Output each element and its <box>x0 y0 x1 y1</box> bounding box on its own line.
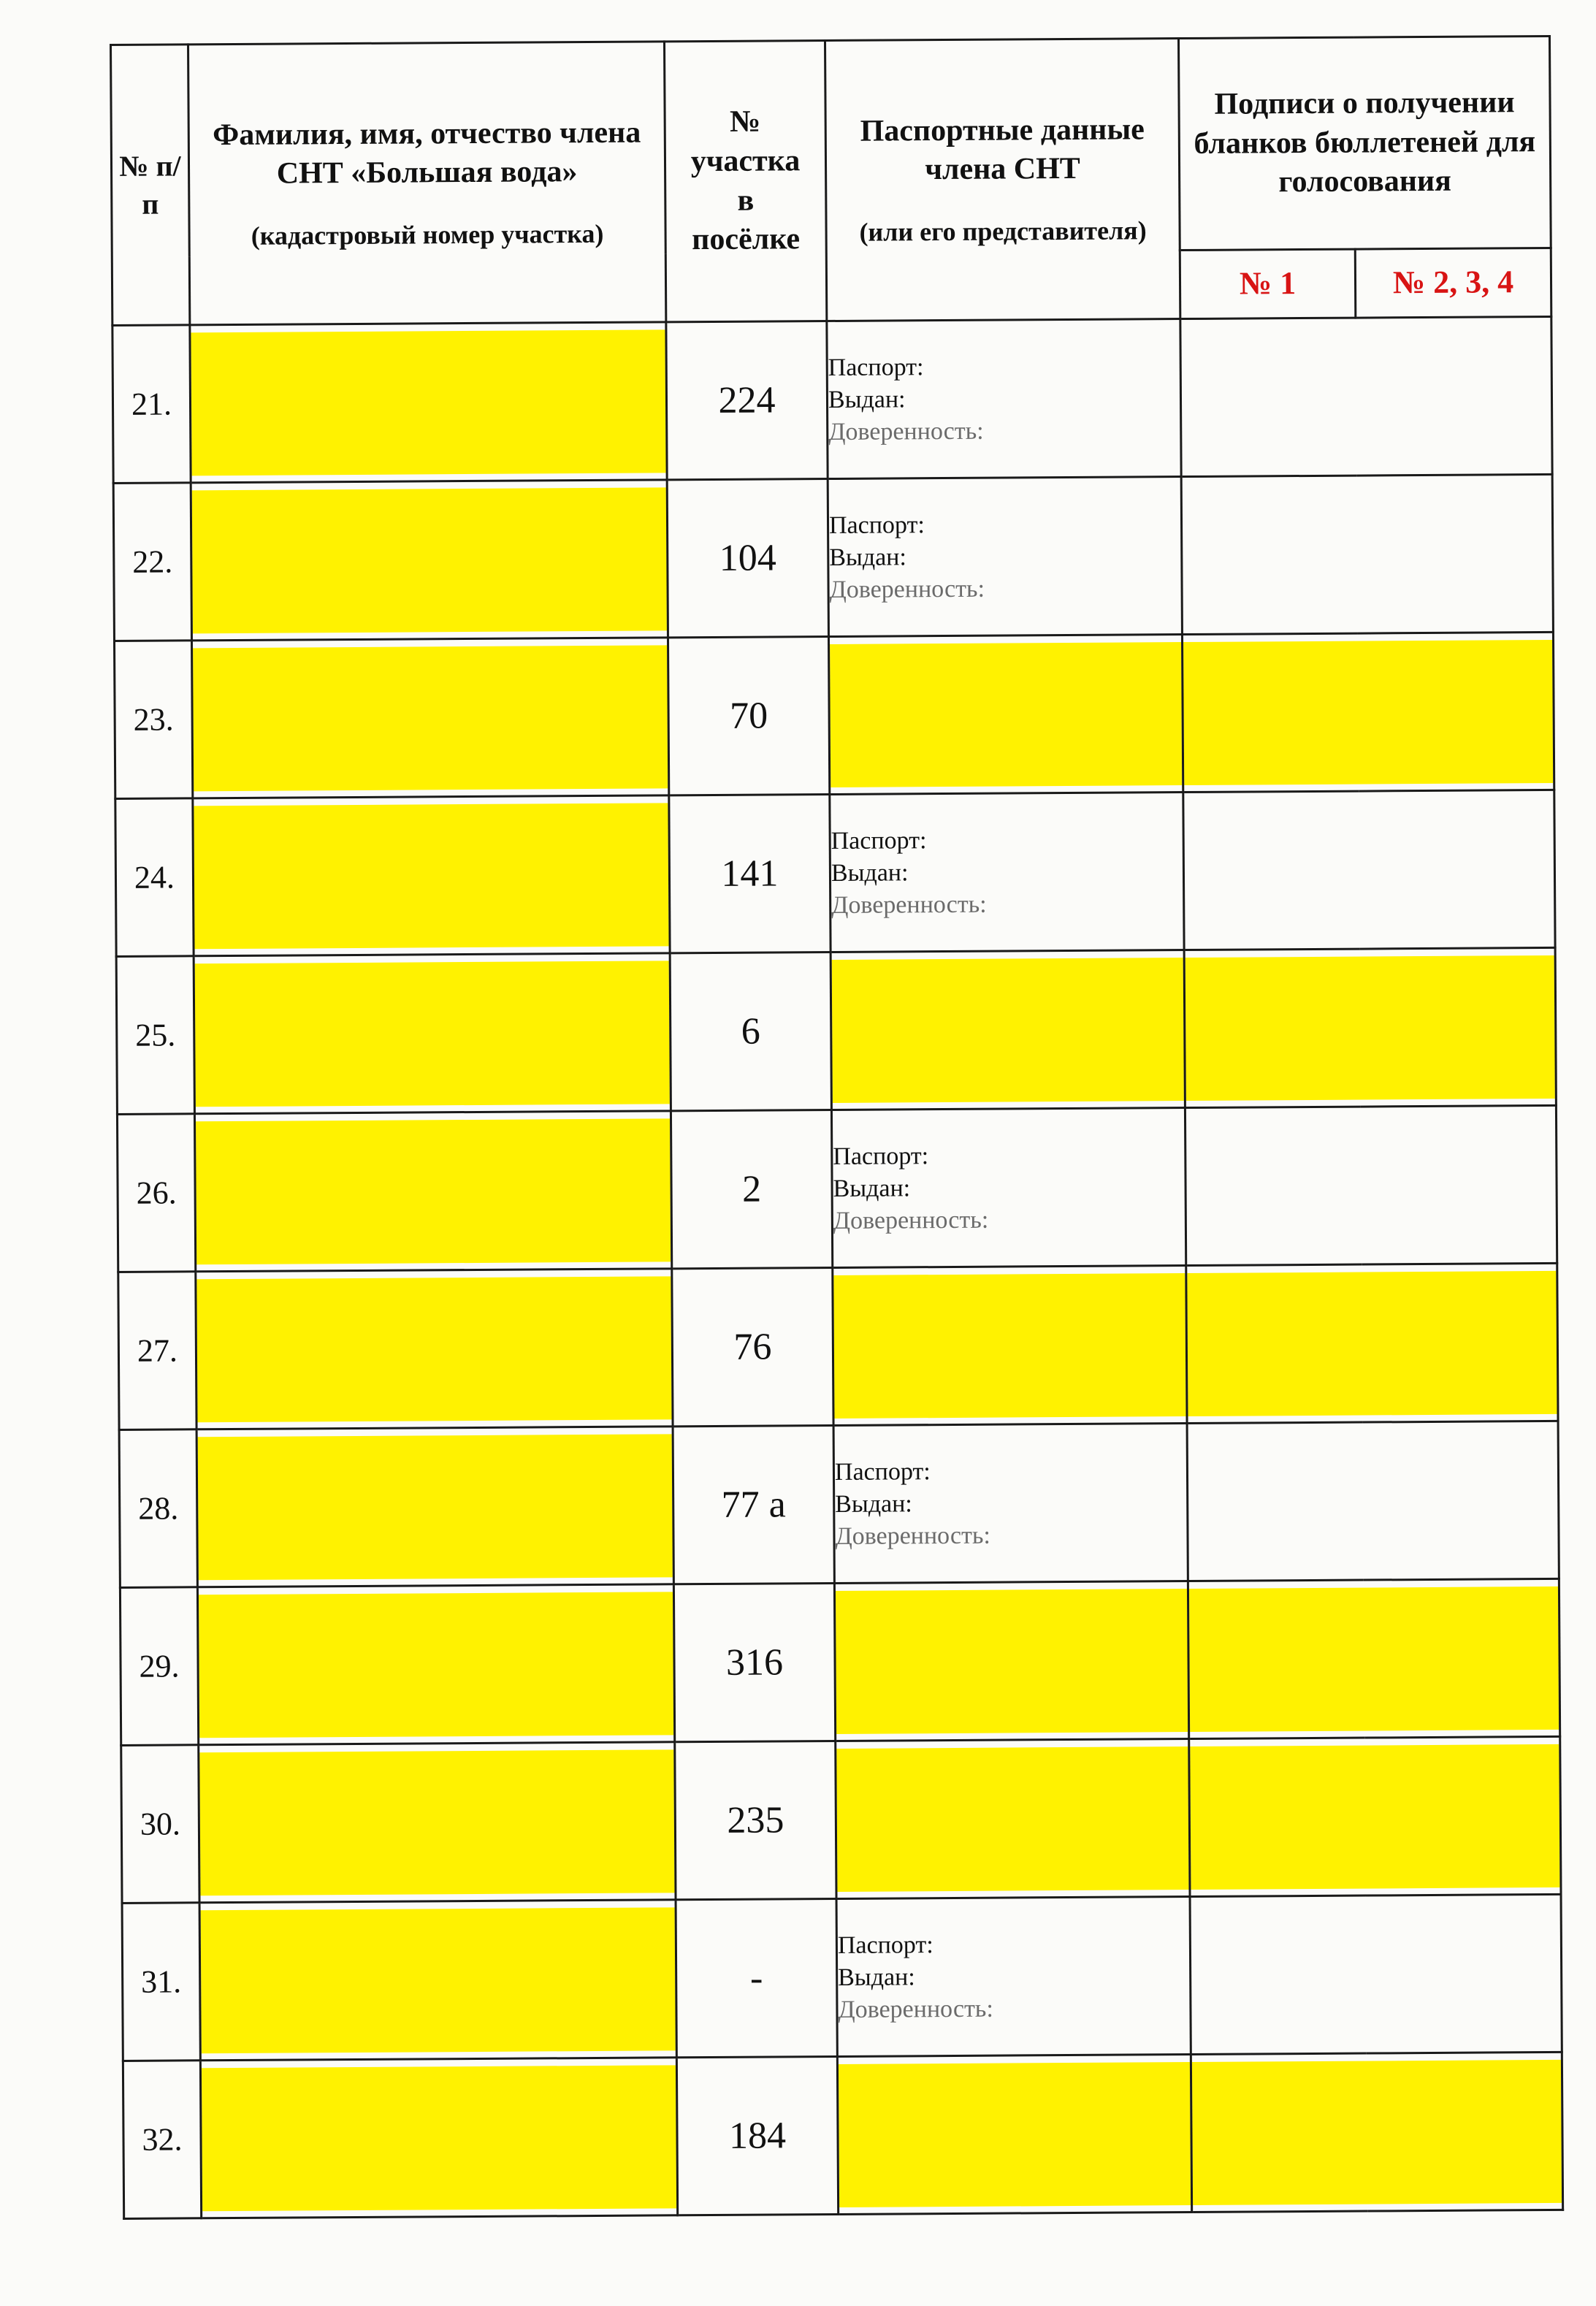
header-member-name <box>188 42 666 325</box>
header-signature-1: № 1 <box>1180 249 1356 318</box>
member-name-cell <box>191 480 668 641</box>
redaction-block <box>1189 1586 1559 1731</box>
proxy-label: Доверенность: <box>829 575 985 603</box>
plot-number: 77 а <box>673 1425 834 1584</box>
row-number: 22. <box>113 483 191 641</box>
issued-label: Выдан: <box>828 385 906 413</box>
redaction-block <box>196 1118 671 1264</box>
issued-label: Выдан: <box>838 1963 915 1991</box>
plot-number: 184 <box>676 2056 838 2215</box>
header-signature-2-3-4: № 2, 3, 4 <box>1355 248 1551 318</box>
plot-number: 141 <box>669 794 831 952</box>
member-name-cell <box>194 1111 671 1272</box>
table-row <box>114 632 1554 798</box>
signature-cell[interactable] <box>1185 1105 1557 1265</box>
table-row <box>112 316 1552 483</box>
redaction-block <box>201 1907 676 2053</box>
signature-cell <box>1191 2052 1562 2212</box>
redaction-block <box>1190 1744 1559 1889</box>
row-number: 24. <box>115 798 194 957</box>
redaction-block <box>192 487 667 633</box>
passport-label: Паспорт: <box>831 826 927 855</box>
member-name-cell <box>200 2058 677 2218</box>
passport-label: Паспорт: <box>828 353 924 381</box>
signature-cell <box>1189 1736 1561 1896</box>
header-member-name-title: Фамилия, имя, отчество члена СНТ «Большая вода» <box>213 115 641 191</box>
header-plot-l1: № <box>729 104 761 139</box>
plot-number: 224 <box>666 321 828 480</box>
header-cadastral-note: (кадастровый номер участка) <box>251 219 604 251</box>
row-number: 25. <box>116 956 194 1115</box>
issued-label: Выдан: <box>831 858 909 887</box>
passport-cell <box>830 793 1184 952</box>
passport-cell <box>834 1581 1188 1741</box>
proxy-label: Доверенность: <box>835 1522 990 1550</box>
passport-cell <box>828 477 1182 637</box>
passport-label: Паспорт: <box>833 1142 929 1170</box>
signature-cell[interactable] <box>1183 790 1555 950</box>
passport-cell <box>828 635 1183 795</box>
row-number: 23. <box>114 641 192 799</box>
header-passport <box>825 39 1180 321</box>
redaction-block <box>198 1434 673 1580</box>
redaction-block <box>830 642 1182 787</box>
header-passport-title: Паспортные данные члена СНТ <box>860 112 1145 187</box>
passport-cell <box>837 2055 1191 2215</box>
signature-cell[interactable] <box>1181 474 1553 634</box>
plot-number: 76 <box>672 1267 833 1426</box>
plot-number: 104 <box>667 479 828 638</box>
voter-register-sheet <box>110 35 1562 2250</box>
plot-number: 2 <box>671 1110 832 1268</box>
redaction-block <box>202 2065 676 2211</box>
member-name-cell <box>196 1269 673 1429</box>
signature-cell <box>1182 632 1554 792</box>
table-row <box>117 1105 1557 1272</box>
issued-label: Выдан: <box>835 1489 912 1518</box>
member-name-cell <box>194 953 671 1114</box>
header-plot-l3: в <box>737 183 755 218</box>
table-row <box>121 1736 1561 1903</box>
table-row <box>120 1578 1559 1745</box>
passport-cell <box>836 1897 1191 2057</box>
table-row <box>119 1421 1559 1587</box>
redaction-block <box>193 645 668 791</box>
redaction-block <box>196 1276 671 1422</box>
table-row <box>122 1894 1562 2061</box>
plot-number: 316 <box>673 1583 835 1741</box>
redaction-block <box>199 1592 673 1738</box>
row-number: 26. <box>117 1114 195 1272</box>
header-signatures: Подписи о получении бланков бюллетеней для голосования <box>1178 36 1551 250</box>
proxy-label: Доверенность: <box>838 1995 993 2023</box>
passport-label: Паспорт: <box>837 1931 933 1959</box>
row-number: 27. <box>118 1272 196 1430</box>
passport-cell <box>836 1739 1190 1899</box>
plot-number: - <box>676 1898 837 2057</box>
member-name-cell <box>199 1900 676 2061</box>
row-number: 31. <box>122 1903 200 2061</box>
signature-cell[interactable] <box>1187 1421 1559 1581</box>
header-plot-l4: посёлке <box>692 222 801 257</box>
passport-cell <box>831 1108 1185 1268</box>
plot-number: 235 <box>675 1741 836 1899</box>
table-row <box>116 947 1556 1114</box>
row-number: 30. <box>121 1745 199 1904</box>
redaction-block <box>191 329 665 476</box>
redaction-block <box>836 1746 1188 1892</box>
row-number: 29. <box>120 1587 198 1746</box>
redaction-block <box>833 1273 1185 1419</box>
redaction-block <box>199 1749 674 1895</box>
member-name-cell <box>193 795 670 956</box>
redaction-block <box>195 961 670 1107</box>
table-row <box>115 790 1555 956</box>
redaction-block <box>836 1589 1188 1734</box>
redaction-block <box>1192 2059 1562 2204</box>
redaction-block <box>1187 1270 1557 1416</box>
redaction-block <box>839 2062 1191 2207</box>
redaction-block <box>194 803 668 949</box>
redaction-block <box>1185 955 1555 1100</box>
member-name-cell <box>191 638 668 798</box>
member-name-cell <box>196 1427 673 1587</box>
member-register-table <box>110 35 1564 2220</box>
passport-cell <box>833 1266 1187 1426</box>
row-number: 32. <box>123 2061 201 2219</box>
proxy-label: Доверенность: <box>831 890 987 919</box>
issued-label: Выдан: <box>833 1174 911 1202</box>
member-name-cell <box>197 1584 674 1745</box>
passport-cell <box>833 1424 1188 1584</box>
signature-cell[interactable] <box>1180 316 1552 476</box>
redaction-block <box>1183 639 1553 784</box>
register-rows <box>112 316 1563 2218</box>
table-row <box>113 474 1553 641</box>
row-number: 28. <box>119 1429 197 1588</box>
header-plot-l2: участка <box>690 143 801 178</box>
signature-cell <box>1186 1263 1558 1423</box>
proxy-label: Доверенность: <box>833 1206 989 1234</box>
signature-cell <box>1184 947 1556 1107</box>
plot-number: 70 <box>668 637 829 795</box>
table-row <box>123 2052 1562 2218</box>
passport-label: Паспорт: <box>828 511 925 539</box>
member-name-cell <box>190 322 667 483</box>
passport-cell <box>831 950 1185 1110</box>
signature-cell[interactable] <box>1190 1894 1562 2054</box>
header-plot-number <box>664 41 826 322</box>
header-passport-sub: (или его представителя) <box>859 215 1147 247</box>
redaction-block <box>832 958 1184 1103</box>
signature-cell <box>1188 1578 1559 1738</box>
passport-label: Паспорт: <box>834 1457 931 1486</box>
row-number: 21. <box>112 325 191 484</box>
header-row-number: № п/п <box>111 45 190 326</box>
issued-label: Выдан: <box>829 543 906 571</box>
member-name-cell <box>199 1742 676 1903</box>
plot-number: 6 <box>670 952 831 1110</box>
proxy-label: Доверенность: <box>828 417 984 446</box>
passport-cell <box>827 319 1181 479</box>
table-row <box>118 1263 1558 1429</box>
